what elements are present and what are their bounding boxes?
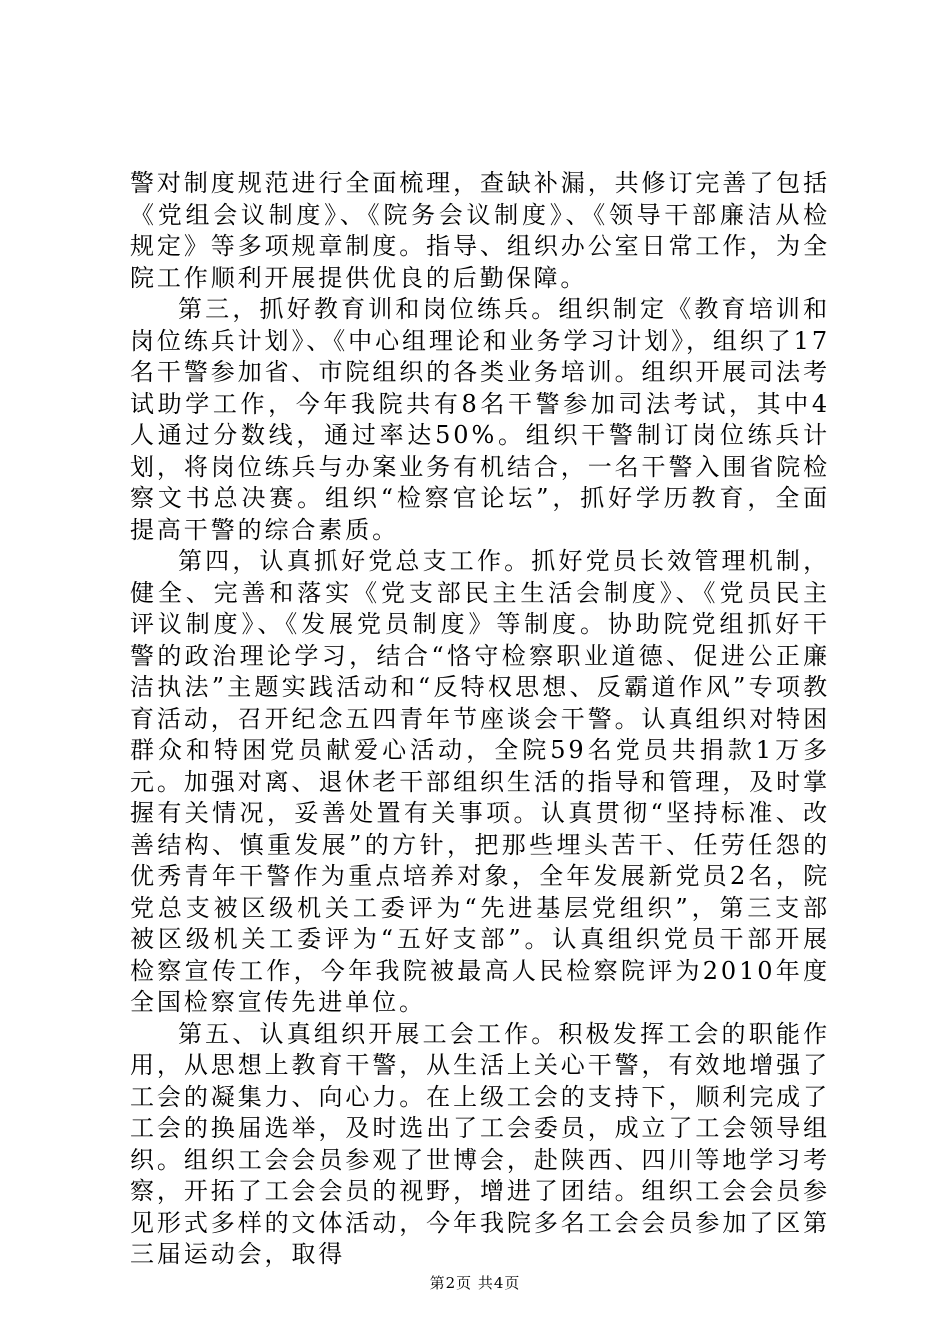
paragraph-continued-rules: 警对制度规范进行全面梳理，查缺补漏，共修订完善了包括《党组会议制度》、《院务会议制度》、《领导干部廉洁从检规定》等多项规章制度。指导、组织办公室日常工作，为全院工作顺利开展提供优良的后勤保障。 bbox=[130, 169, 830, 292]
document-body bbox=[130, 168, 830, 1271]
paragraph-fourth-party-branch: 第四，认真抓好党总支工作。抓好党员长效管理机制，健全、完善和落实《党支部民主生活会制度》、《党员民主评议制度》、《发展党员制度》等制度。协助院党组抓好干警的政治理论学习，结合“恪守检察职业道德、促进公正廉洁执法”主题实践活动和“反特权思想、反霸道作风”专项教育活动，召开纪念五四青年节座谈会干警。认真组织对特困群众和特困党员献爱心活动，全院59名党员共捐款1万多元。加强对离、退休老干部组织生活的指导和管理，及时掌握有关情况，妥善处置有关事项。认真贯彻“坚持标准、改善结构、慎重发展”的方针，把那些埋头苦干、任劳任怨的优秀青年干警作为重点培养对象，全年发展新党员2名，院党总支被区级机关工委评为“先进基层党组织”，第三支部被区级机关工委评为“五好支部”。认真组织党员干部开展检察宣传工作，今年我院被最高人民检察院评为2010年度全国检察宣传先进单位。 bbox=[130, 547, 830, 1016]
paragraph-fifth-trade-union: 第五、认真组织开展工会工作。积极发挥工会的职能作用，从思想上教育干警，从生活上关心干警，有效地增强了工会的凝集力、向心力。在上级工会的支持下，顺利完成了工会的换届选举，及时选出了工会委员，成立了工会领导组织。组织工会会员参观了世博会，赴陕西、四川等地学习考察，开拓了工会会员的视野，增进了团结。组织工会会员参见形式多样的文体活动，今年我院多名工会会员参加了区第三届运动会，取得 bbox=[130, 1019, 830, 1268]
page-footer: 第2页 共4页 bbox=[429, 1274, 521, 1292]
paragraph-third-education-training: 第三，抓好教育训和岗位练兵。组织制定《教育培训和岗位练兵计划》、《中心组理论和业务学习计划》，组织了17名干警参加省、市院组织的各类业务培训。组织开展司法考试助学工作，今年我院共有8名干警参加司法考试，其中4人通过分数线，通过率达50%。组织干警制订岗位练兵计划，将岗位练兵与办案业务有机结合，一名干警入围省院检察文书总决赛。组织“检察官论坛”，抓好学历教育，全面提高干警的综合素质。 bbox=[130, 295, 830, 544]
